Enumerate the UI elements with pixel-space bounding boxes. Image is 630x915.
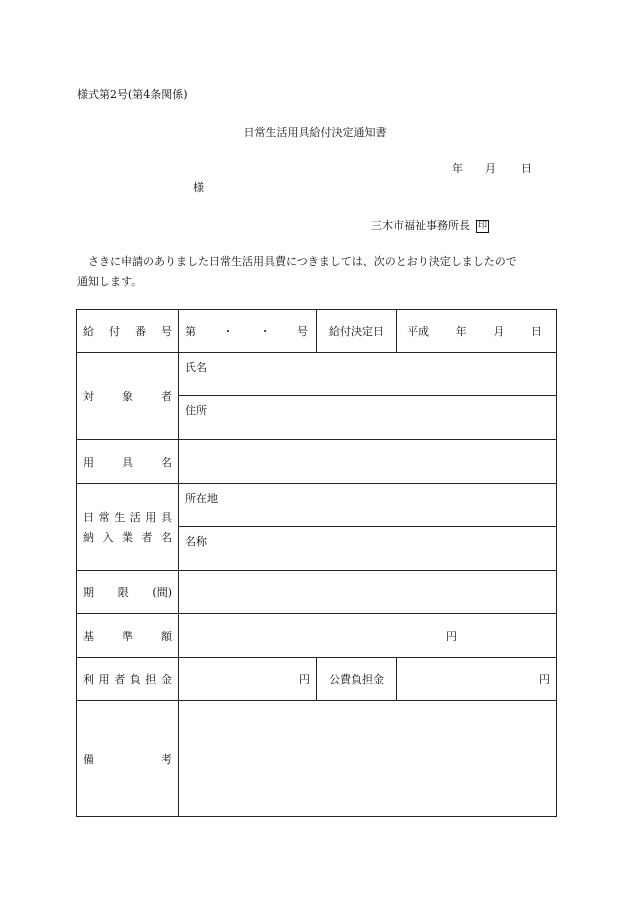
gyosha-location-field[interactable]: [179, 484, 557, 527]
body-text: [77, 252, 557, 292]
label-char: 期: [83, 586, 94, 599]
row-biko: [77, 701, 557, 817]
label-kohi-futan: 公費負担金: [317, 658, 397, 701]
label-char: 入: [102, 531, 114, 544]
label-kyufu-bango: [77, 310, 179, 353]
label-char: 準: [122, 629, 133, 643]
seal-mark: 印: [478, 221, 488, 231]
label-riyosha-futan: [77, 658, 179, 701]
label-char: 限: [117, 586, 129, 599]
label-kettei-date: 給付決定日: [317, 310, 397, 353]
issuer: [371, 217, 489, 233]
label-kijungaku: [77, 614, 179, 658]
label-char: 備: [83, 752, 94, 766]
date-month: 月: [485, 162, 496, 175]
label-char: 番: [135, 325, 146, 338]
label-char: 号: [161, 325, 172, 338]
date-day: 日: [521, 162, 532, 175]
kigen-field[interactable]: [179, 571, 557, 614]
dot-separator: ・: [259, 325, 271, 338]
location-label: 所在地: [185, 492, 218, 505]
label-char: 負: [129, 673, 141, 686]
label-char: (間): [152, 586, 172, 599]
label-char: 具: [160, 511, 172, 524]
label-char: 用: [83, 455, 94, 469]
day-text: 日: [530, 325, 542, 338]
month-text: 月: [493, 325, 505, 338]
label-char: 日: [83, 511, 94, 524]
label-kigen: [77, 571, 179, 614]
row-kyufu-bango: [77, 310, 557, 353]
label-char: 生: [114, 511, 126, 524]
go-text: 号: [296, 325, 308, 338]
name-label: 氏名: [185, 361, 207, 374]
row-yogumei: [77, 440, 557, 484]
label-char: 給: [83, 325, 94, 338]
label-gyosha: [77, 484, 179, 571]
kohi-futan-field[interactable]: [397, 658, 557, 701]
row-gyosha-location: [77, 484, 557, 527]
yen-unit: 円: [539, 673, 550, 686]
label-yogumei: [77, 440, 179, 484]
document-title: 日常生活用具給付決定通知書: [243, 126, 387, 139]
body-line-1: さきに申請のありました日常生活用具費につきましては、次のとおり決定しましたので: [88, 255, 517, 268]
date-year: 年: [452, 162, 463, 175]
label-char: 用: [98, 673, 110, 686]
year-text: 年: [455, 325, 467, 338]
label-char: 額: [161, 629, 172, 643]
body-line-2: 通知します。: [77, 275, 143, 288]
row-futan: [77, 658, 557, 701]
label-biko: [77, 701, 179, 817]
label-char: 利: [83, 673, 94, 686]
dai-text: 第: [185, 325, 196, 338]
riyosha-futan-field[interactable]: [179, 658, 317, 701]
label-char: 用: [145, 511, 157, 524]
label-char: 名: [161, 531, 172, 544]
yogumei-field[interactable]: [179, 440, 557, 484]
address-field[interactable]: [179, 396, 557, 440]
label-char: 業: [122, 531, 133, 544]
address-label: 住所: [185, 404, 207, 417]
row-taishosha-name: [77, 353, 557, 396]
label-char: 付: [109, 325, 120, 338]
row-kijungaku: [77, 614, 557, 658]
label-char: 名: [161, 455, 172, 469]
label-char: 金: [160, 673, 172, 686]
label-char: 活: [129, 511, 141, 524]
label-char: 具: [122, 455, 133, 469]
label-char: 象: [122, 390, 133, 403]
issuer-name: 三木市福祉事務所長: [371, 219, 470, 232]
kettei-date-field[interactable]: [397, 310, 557, 353]
row-kigen: [77, 571, 557, 614]
label-char: 基: [83, 629, 94, 643]
date-line: [452, 160, 532, 176]
gyosha-name-label: 名称: [185, 535, 207, 548]
label-char: 考: [161, 752, 172, 766]
addressee-suffix: 様: [193, 181, 204, 194]
label-char: 者: [114, 673, 126, 686]
label-char: 常: [98, 511, 110, 524]
form-code: 様式第2号(第4条関係): [77, 88, 188, 101]
gyosha-name-field[interactable]: [179, 527, 557, 571]
kyufu-bango-field[interactable]: [179, 310, 317, 353]
form-table: [76, 309, 557, 817]
yen-unit: 円: [446, 629, 457, 643]
era-text: 平成: [407, 325, 429, 338]
biko-field[interactable]: [179, 701, 557, 817]
kijungaku-field[interactable]: [179, 614, 557, 658]
label-char: 者: [141, 531, 153, 544]
dot-separator: ・: [222, 325, 234, 338]
name-field[interactable]: [179, 353, 557, 396]
label-char: 対: [83, 390, 94, 403]
label-char: 者: [161, 390, 172, 403]
label-taishosha: [77, 353, 179, 440]
label-char: 担: [145, 673, 157, 686]
yen-unit: 円: [299, 673, 310, 686]
label-char: 納: [83, 531, 94, 544]
